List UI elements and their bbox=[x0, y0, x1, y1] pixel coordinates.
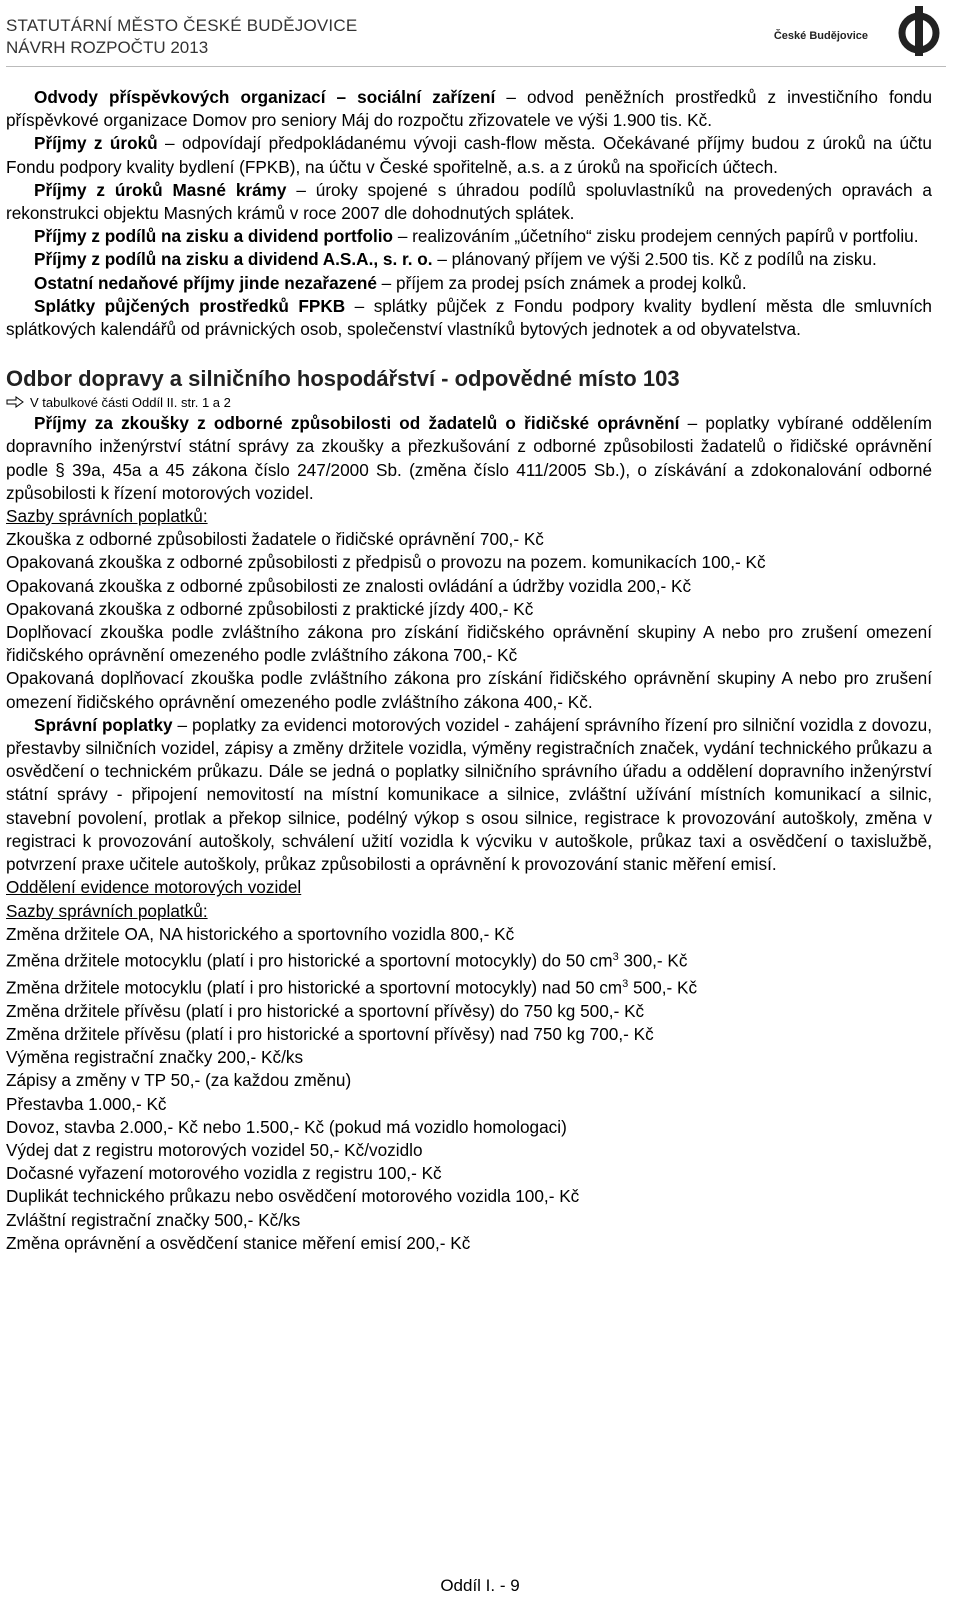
page-header bbox=[6, 6, 946, 58]
paragraph-heading-2: Masné krámy bbox=[162, 179, 287, 200]
paragraph-text: – úroky spojené s úhradou podílů spoluvlastníků na provedených opravách a rekonstrukci objektu Masných krámů v roce 2007 dle dohodnutých splátek. bbox=[6, 179, 932, 224]
city-logo-icon bbox=[892, 4, 946, 58]
paragraph-heading: Správní poplatky bbox=[34, 714, 173, 735]
list-item bbox=[6, 1069, 932, 1092]
list-item-tail: 500,- Kč bbox=[628, 977, 698, 998]
fees-heading: Sazby správních poplatků: bbox=[6, 506, 208, 527]
list-item-text: Výměna registrační značky 200,- Kč/ks bbox=[6, 1047, 304, 1068]
superscript: 3 bbox=[622, 977, 629, 990]
list-item bbox=[6, 1232, 932, 1255]
list-item-tail: 300,- Kč bbox=[618, 950, 688, 971]
page-number: Oddíl I. - 9 bbox=[440, 1576, 520, 1595]
paragraph-heading: Příjmy z podílů na zisku a dividend portfolio bbox=[34, 226, 394, 247]
paragraph-text: – odpovídají předpokládanému vývoji cash-flow města. Očekávané příjmy budou z úroků na účtu Fondu podpory kvality bydlení (FPKB), na účtu v České spořitelně, a.s. a z úroků na spořicích účtech. bbox=[6, 133, 932, 177]
list-item: Opakovaná zkouška z odborné způsobilosti z předpisů o provozu na pozem. komunikacích 100,- Kč bbox=[6, 552, 766, 573]
paragraph-text: – odvod peněžních prostředků z investičního fondu příspěvkové organizace Domov pro seniory Máj do rozpočtu zřizovatele ve výši 1.900 tis. Kč. bbox=[6, 87, 932, 131]
list-item-text: Změna držitele OA, NA historického a sportovního vozidla 800,- Kč bbox=[6, 923, 515, 944]
paragraph-asa bbox=[6, 248, 932, 271]
logo-text: České Budějovice bbox=[773, 30, 868, 42]
list-item: Doplňovací zkouška podle zvláštního zákona pro získání řidičského oprávnění skupiny A nebo pro zrušení omezení řidičského oprávnění omezeného podle zvláštního zákona 700,- Kč bbox=[6, 622, 932, 666]
list-item-text: Změna oprávnění a osvědčení stanice měření emisí 200,- Kč bbox=[6, 1232, 471, 1253]
paragraph-heading: Splátky půjčených prostředků FPKB bbox=[34, 295, 346, 316]
paragraph-ostatni bbox=[6, 272, 932, 295]
list-item-text: Dovoz, stavba 2.000,- Kč nebo 1.500,- Kč (pokud má vozidlo homologaci) bbox=[6, 1116, 567, 1137]
list-item: Opakovaná zkouška z odborné způsobilosti z praktické jízdy 400,- Kč bbox=[6, 598, 534, 619]
section-title: Odbor dopravy a silničního hospodářství - odpovědné místo 103 bbox=[6, 366, 680, 392]
list-item-text: Změna držitele přívěsu (platí i pro historické a sportovní přívěsy) do 750 kg 500,- Kč bbox=[6, 1000, 645, 1021]
header-subtitle: NÁVRH ROZPOČTU 2013 bbox=[6, 38, 209, 57]
paragraph-zkousky bbox=[6, 412, 932, 505]
fees-list bbox=[6, 528, 932, 714]
header-title: STATUTÁRNÍ MĚSTO ČESKÉ BUDĚJOVICE bbox=[6, 16, 358, 35]
paragraph-splatky bbox=[6, 295, 932, 341]
header-divider bbox=[6, 66, 946, 67]
paragraph-text: – splátky půjček z Fondu podpory kvality bydlení města dle smluvních splátkových kalendářů od právnických osob, společenství vlastníků bytových jednotek a od obyvatelstva. bbox=[6, 295, 932, 340]
document-body bbox=[6, 86, 932, 1255]
list-item: Opakovaná doplňovací zkouška podle zvláštního zákona pro získání řidičského oprávnění skupiny A nebo pro zrušení omezení řidičského oprávnění omezeného podle zvláštního zákona 400,- Kč. bbox=[6, 668, 932, 712]
list-item-text: Duplikát technického průkazu nebo osvědčení motorového vozidla 100,- Kč bbox=[6, 1186, 580, 1207]
paragraph-heading: Příjmy z úroků bbox=[34, 133, 158, 154]
paragraph-spravni-poplatky bbox=[6, 714, 932, 876]
paragraph-text: – plánovaný příjem ve výši 2.500 tis. Kč z podílů na zisku. bbox=[432, 249, 877, 270]
paragraph-heading: Příjmy z podílů na zisku a dividend A.S.A., s. r. o. bbox=[34, 249, 433, 270]
paragraph-text: – poplatky vybírané oddělením dopravního inženýrství státní správy za zkoušky a přezkušování z odborné způsobilosti žadatelů o řidičské oprávnění podle § 39a, 45a a 45 zákona číslo 247/2000 Sb. (změna číslo 411/2005 Sb.), o získávání a zdokonalování odborné způsobilosti k řízení motorových vozidel. bbox=[6, 413, 932, 503]
paragraph-uroky bbox=[6, 132, 932, 178]
list-item-text: Zvláštní registrační značky 500,- Kč/ks bbox=[6, 1209, 301, 1230]
reference-text: V tabulkové části Oddíl II. str. 1 a 2 bbox=[30, 395, 231, 411]
paragraph-heading: Ostatní nedaňové příjmy jinde nezařazené bbox=[34, 272, 377, 293]
list-item bbox=[6, 1209, 932, 1232]
paragraph-portfolio bbox=[6, 225, 932, 248]
list-item bbox=[6, 923, 932, 946]
list-item: Opakovaná zkouška z odborné způsobilosti ze znalosti ovládání a údržby vozidla 200,- Kč bbox=[6, 575, 692, 596]
list-item-text: Změna držitele motocyklu (platí i pro historické a sportovní motocykly) do 50 cm bbox=[6, 950, 613, 971]
paragraph-masne-kramy bbox=[6, 179, 932, 225]
list-item-text: Výdej dat z registru motorových vozidel 50,- Kč/vozidlo bbox=[6, 1140, 423, 1160]
paragraph-heading: Příjmy z úroků bbox=[34, 179, 163, 200]
section-reference bbox=[6, 394, 932, 412]
paragraph-heading: Příjmy za zkoušky z odborné způsobilosti od žadatelů o řidičské oprávnění bbox=[34, 413, 680, 434]
list-item bbox=[6, 973, 932, 1000]
paragraph-text: – příjem za prodej psích známek a prodej kolků. bbox=[376, 272, 747, 293]
list-item bbox=[6, 1000, 932, 1023]
list-item-text: Změna držitele motocyklu (platí i pro historické a sportovní motocykly) nad 50 cm bbox=[6, 977, 623, 998]
list-item bbox=[6, 1162, 932, 1185]
paragraph-text: – realizováním „účetního“ zisku prodejem cenných papírů v portfoliu. bbox=[393, 226, 919, 247]
list-item bbox=[6, 946, 932, 973]
list-item-text: Dočasné vyřazení motorového vozidla z registru 100,- Kč bbox=[6, 1163, 442, 1184]
list-item: Zkouška z odborné způsobilosti žadatele o řidičské oprávnění 700,- Kč bbox=[6, 529, 544, 550]
list-item bbox=[6, 1046, 932, 1069]
fees-list-2 bbox=[6, 923, 932, 1255]
list-item-text: Změna držitele přívěsu (platí i pro historické a sportovní přívěsy) nad 750 kg 700,- Kč bbox=[6, 1023, 654, 1044]
fees-heading-2: Sazby správních poplatků: bbox=[6, 900, 208, 921]
superscript: 3 bbox=[612, 950, 619, 963]
list-item bbox=[6, 1093, 932, 1116]
list-item-text: Přestavba 1.000,- Kč bbox=[6, 1093, 167, 1114]
paragraph-odvody bbox=[6, 86, 932, 132]
paragraph-text: – poplatky za evidenci motorových vozidel - zahájení správního řízení pro silniční vozidla z dovozu, přestavby silničních vozidel, zápisy a změny držitele vozidla, výměny registračních značek, vydání technického průkazu a osvědčení o technickém průkazu. Dále se jedná o poplatky silničního správního úřadu a oddělení dopravního inženýrství státní správy - připojení nemovitostí na místní komunikace a silnice, zvláštní užívání místních komunikací a silnic, stavební povolení, protlak a překop silnice, podélný výkop s osou silnice, registrace k provozování autoškoly, změna v registraci k provozování autoškoly, schválení užití vozidla k výcviku v autoškole, průkaz taxi a osvědčení o taxislužbě, potvrzení praxe učitele autoškoly, průkaz způsobilosti a oprávnění k provozování stanic měření emisí. bbox=[6, 714, 933, 875]
paragraph-heading: Odvody příspěvkových organizací – sociální zařízení bbox=[34, 87, 496, 107]
arrow-right-icon bbox=[6, 396, 24, 408]
list-item bbox=[6, 1139, 932, 1162]
list-item bbox=[6, 1116, 932, 1139]
list-item-text: Zápisy a změny v TP 50,- (za každou změnu) bbox=[6, 1070, 352, 1091]
department-heading: Oddělení evidence motorových vozidel bbox=[6, 877, 302, 898]
list-item bbox=[6, 1185, 932, 1208]
list-item bbox=[6, 1023, 932, 1046]
